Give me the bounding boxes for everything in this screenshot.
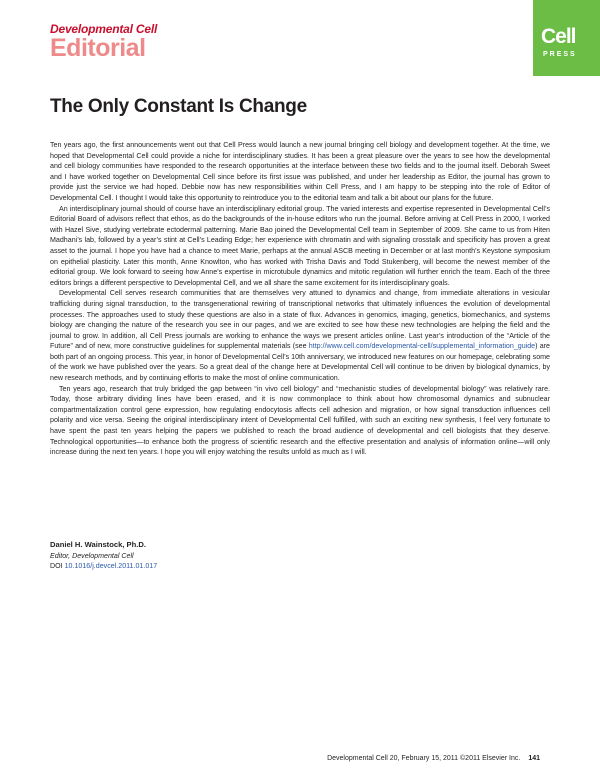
article-body	[50, 140, 550, 458]
article-title: The Only Constant Is Change	[50, 96, 307, 117]
signature-block	[50, 540, 157, 572]
logo-sub-text: PRESS	[543, 51, 577, 58]
author-name: Daniel H. Wainstock, Ph.D.	[50, 540, 146, 549]
author-role: Editor, Developmental Cell	[50, 551, 134, 560]
paragraph-2: An interdisciplinary journal should of course have an interdisciplinary editorial group. The varied interests and expertise represented in Developmental Cell’s Editorial Board of advisors reflect that ethos, as do the backgrounds of the in-house editors who run the journal. Before arriving at Cell Press in 2000, I worked with Hazel Sive, studying vertebrate ectodermal patterning. Marie Bao joined the Developmental Cell team in September of 2009. She came to us from Hiten Madhani’s lab, followed by a year’s stint at Cell’s Leading Edge; her experience with chromatin and with signaling crosstalk and specificity has proven a great asset to the journal. I hope you have had a chance to meet Marie, perhaps at the annual ASCB meeting in December or at last month’s Keystone symposium on epithelial plasticity. Later this month, Anne Knowlton, who has worked with Trisha Davis and Todd Stukenberg, will become the newest member of the editorial group. We look forward to seeing how Anne’s expertise in microtubule dynamics and mitotic regulation will further enrich the team. Each of the three editors brings a different perspective to Developmental Cell, and we all share the same excitement for its interdisciplinary goals.	[50, 204, 550, 287]
footer-citation: Developmental Cell 20, February 15, 2011 ©2011 Elsevier Inc.	[327, 755, 521, 762]
doi-link[interactable]: 10.1016/j.devcel.2011.01.017	[64, 562, 158, 571]
page-footer	[327, 755, 540, 762]
supplemental-guide-link[interactable]: http://www.cell.com/developmental-cell/supplemental_information_guide	[308, 342, 536, 351]
section-label: Editorial	[50, 34, 146, 62]
journal-name: Developmental Cell	[50, 22, 158, 36]
paragraph-3-text-a: Developmental Cell serves research communities that are themselves very attuned to dynamics and change, from immediate alterations in vesicular trafficking during signal transduction, to the transgenerational rewiring of transcriptional networks that ultimately influences the evolution of developmental processes. The approaches used to study these questions are also in a state of flux. Advances in genomics, imaging, genetics, biomechanics, and systems biology are changing the nature of the research you see in our pages, and we are excited to see how these new technologies are helping the field and the journal to grow. In addition, all Cell Press journals are working to enhance the ways we present articles online. Last year’s introduction of the “Article of the Future” and of new, more constructive guidelines for supplemental materials (see	[50, 289, 550, 351]
doi-label: DOI	[50, 562, 63, 571]
page-number: 141	[528, 755, 540, 762]
paragraph-1: Ten years ago, the first announcements went out that Cell Press would launch a new journal bringing cell biology and development together. At the time, we hoped that Developmental Cell could provide a niche for interdisciplinary studies. It has been a great pleasure over the years to see how the developmental and cell biology communities have responded to the research opportunities at the interface between these two fields and to the journal itself. Deborah Sweet and I have worked together on Developmental Cell since before its first issue was published, and under her leadership as Editor, the journal has grown to provide just the service we had hoped. Debbie now has new responsibilities within Cell Press, and I am happy to be stepping into the role of Editor of Developmental Cell. I thought I would take this opportunity to reintroduce you to the editorial team and talk a bit about our plans for the future.	[50, 141, 550, 202]
cell-press-logo	[533, 0, 600, 76]
paragraph-3	[50, 288, 550, 383]
paragraph-4: Ten years ago, research that truly bridged the gap between “in vivo cell biology” and “mechanistic studies of developmental biology” was relatively rare. Today, those arbitrary dividing lines have been erased, and it is now commonplace to think about how chromosomal dynamics and subnuclear compartmentalization control gene expression, how regulating endocytosis affects cell adhesion and migration, or how signal transduction influences cell polarity and vice versa. Seeing the original interdisciplinary intent of Developmental Cell fulfilled, with such an exciting new synthesis, I feel very fortunate to have spent the past ten years helping the papers we published to reach the broad audience of developmental and cell biologists that they deserve. Technological opportunities—to enhance both the progress of scientific research and the effective presentation and analysis of information online—will only increase during the next ten years. I hope you will enjoy watching the results unfold as much as I will.	[50, 384, 550, 457]
paragraph-3-text-b: ) are both part of an ongoing process. This year, in honor of Developmental Cell’s 10th anniversary, we introduced new features on our homepage, celebrating some of the work we have published over the years. So a great deal of the change here at Developmental Cell will continue to be driven by biological dynamics, by new research methods, and by continuing efforts to make the most of online communication.	[50, 342, 550, 383]
logo-main-text: Cell	[541, 25, 576, 48]
doi-line	[50, 561, 157, 572]
